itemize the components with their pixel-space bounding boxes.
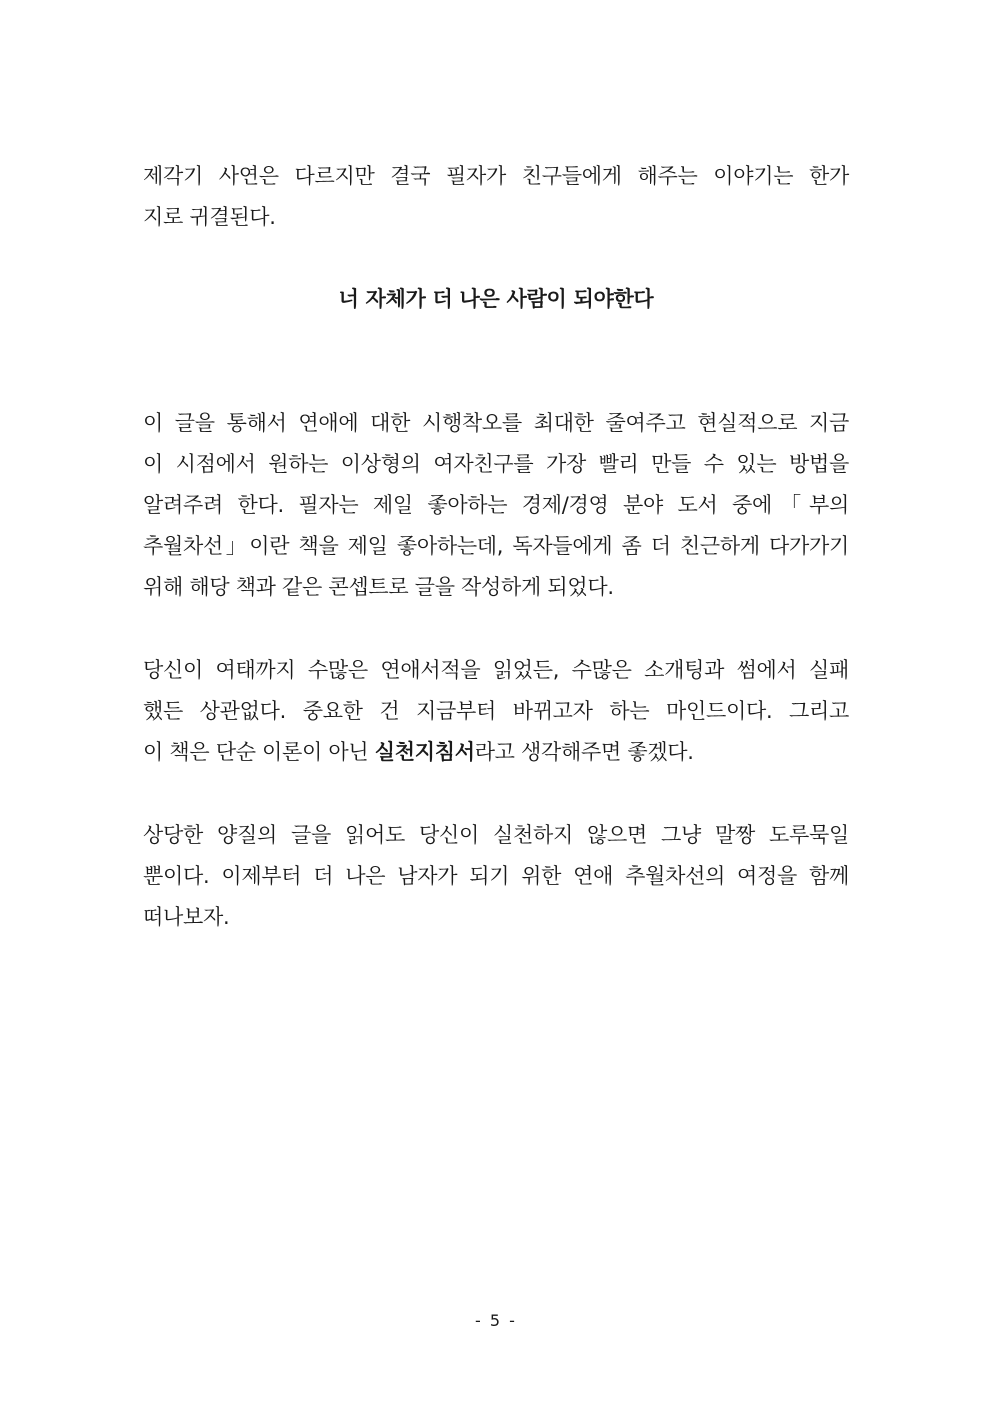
paragraph-4-line-3: 떠나보자. [143,905,230,929]
paragraph-3-line-3 [143,737,849,767]
paragraph-2-line-2: 이 시점에서 원하는 이상형의 여자친구를 가장 빨리 만들 수 있는 방법을 [143,452,849,476]
paragraph-3-text-after: 라고 생각해주면 좋겠다. [474,740,694,764]
paragraph-3-text-before: 이 책은 단순 이론이 아닌 [143,740,375,764]
emphasis-text: 실천지침서 [374,740,475,764]
paragraph-3-line-1: 당신이 여태까지 수많은 연애서적을 읽었든, 수많은 소개팅과 썸에서 실패 [143,658,849,682]
paragraph-2-line-1: 이 글을 통해서 연애에 대한 시행착오를 최대한 줄여주고 현실적으로 지금 [143,411,849,435]
paragraph-2-line-5: 위해 해당 책과 같은 콘셉트로 글을 작성하게 되었다. [143,575,614,599]
section-heading: 너 자체가 더 나은 사람이 되야한다 [338,287,654,311]
paragraph-4-line-1: 상당한 양질의 글을 읽어도 당신이 실천하지 않으면 그냥 말짱 도루묵일 [143,823,849,847]
paragraph-1-line-1: 제각기 사연은 다르지만 결국 필자가 친구들에게 해주는 이야기는 한가 [143,164,849,188]
paragraph-3-line-2: 했든 상관없다. 중요한 건 지금부터 바뀌고자 하는 마인드이다. 그리고 [143,699,849,723]
page-number: - 5 - [475,1311,517,1330]
paragraph-4-line-2: 뿐이다. 이제부터 더 나은 남자가 되기 위한 연애 추월차선의 여정을 함께 [143,864,849,888]
paragraph-2-line-3: 알려주려 한다. 필자는 제일 좋아하는 경제/경영 분야 도서 중에「부의 [143,493,849,517]
paragraph-2-line-4: 추월차선」이란 책을 제일 좋아하는데, 독자들에게 좀 더 친근하게 다가가기 [143,534,849,558]
paragraph-1-line-2: 지로 귀결된다. [143,205,276,229]
